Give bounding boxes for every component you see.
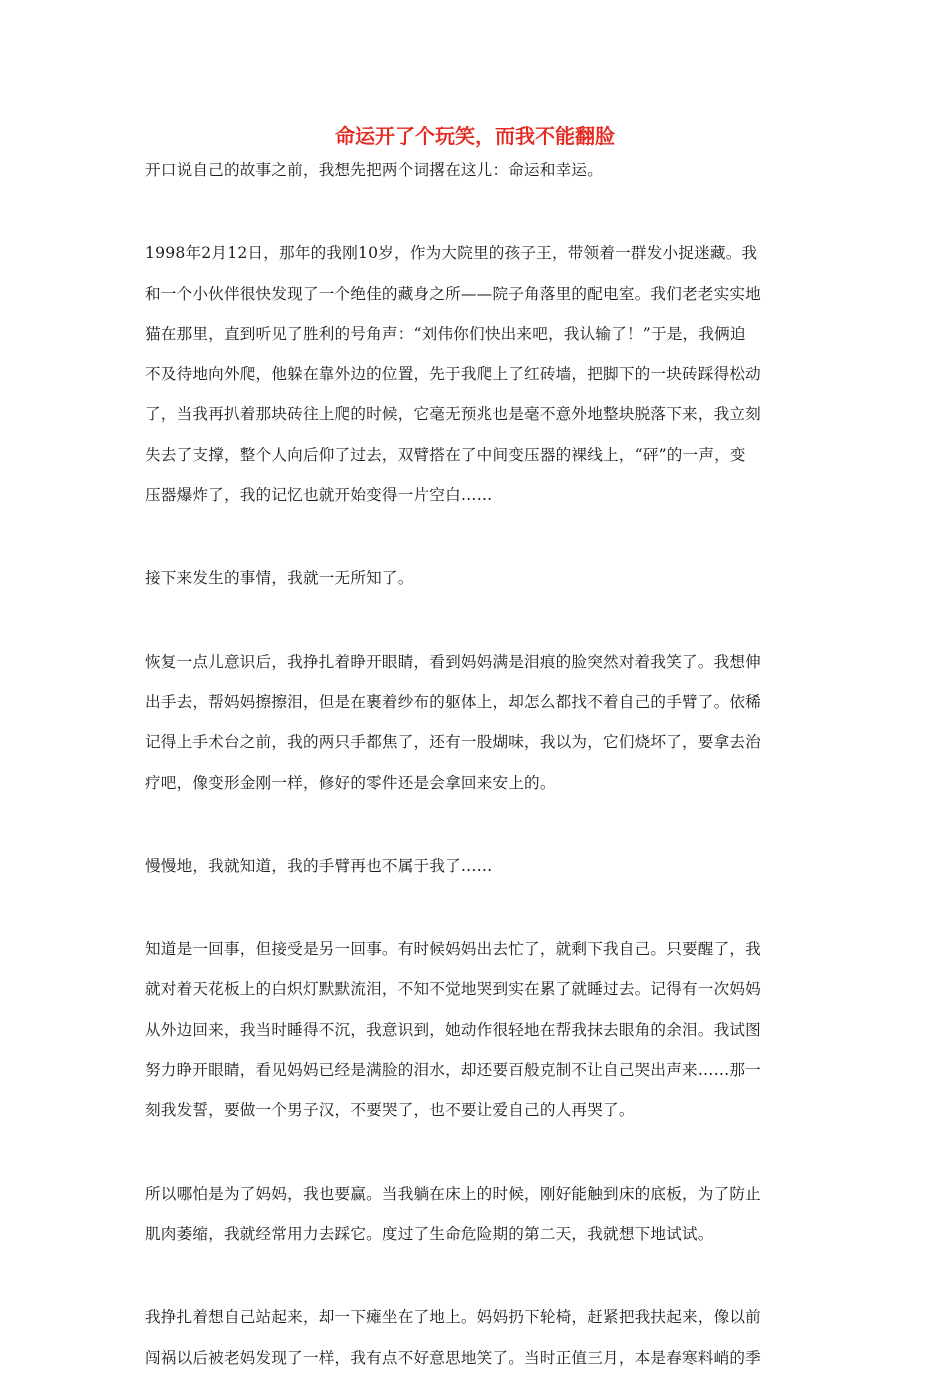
paragraph	[145, 233, 807, 515]
paragraph	[145, 1174, 807, 1255]
text-line: 所以哪怕是为了妈妈，我也要赢。当我躺在床上的时候，刚好能触到床的底板，为了防止	[145, 1184, 761, 1203]
paragraph	[145, 558, 807, 598]
paragraph	[145, 929, 807, 1130]
text-line: 失去了支撑，整个人向后仰了过去，双臂搭在了中间变压器的裸线上，“砰”的一声，变	[145, 445, 746, 464]
paragraph	[145, 846, 807, 886]
text-line: 开口说自己的故事之前，我想先把两个词撂在这儿：命运和幸运。	[145, 161, 604, 179]
text-line: 恢复一点儿意识后，我挣扎着睁开眼睛，看到妈妈满是泪痕的脸突然对着我笑了。我想伸	[145, 652, 761, 671]
text-line: 和一个小伙伴很快发现了一个绝佳的藏身之所——院子角落里的配电室。我们老老实实地	[145, 284, 761, 303]
text-line: 接下来发生的事情，我就一无所知了。	[145, 569, 414, 588]
text-line: 猫在那里，直到听见了胜利的号角声：“刘伟你们快出来吧，我认输了！”于是，我俩迫	[145, 324, 746, 343]
text-line: 慢慢地，我就知道，我的手臂再也不属于我了……	[145, 856, 493, 875]
text-line: 了，当我再扒着那块砖往上爬的时候，它毫无预兆也是毫不意外地整块脱落下来，我立刻	[145, 405, 761, 424]
paragraph	[145, 150, 807, 190]
text-line: 努力睁开眼睛，看见妈妈已经是满脸的泪水，却还要百般克制不让自己哭出声来……那一	[145, 1061, 761, 1080]
text-line: 出手去，帮妈妈擦擦泪，但是在裹着纱布的躯体上，却怎么都找不着自己的手臂了。依稀	[145, 692, 761, 711]
text-line: 记得上手术台之前，我的两只手都焦了，还有一股煳味，我以为，它们烧坏了，要拿去治	[145, 733, 761, 752]
text-line: 不及待地向外爬，他躲在靠外边的位置，先于我爬上了红砖墙，把脚下的一块砖踩得松动	[145, 365, 761, 384]
text-line: 闯祸以后被老妈发现了一样，我有点不好意思地笑了。当时正值三月，本是春寒料峭的季	[145, 1348, 761, 1367]
text-line: 疗吧，像变形金刚一样，修好的零件还是会拿回来安上的。	[145, 773, 556, 792]
text-line: 知道是一回事，但接受是另一回事。有时候妈妈出去忙了，就剩下我自己。只要醒了，我	[145, 940, 761, 959]
paragraph	[145, 642, 807, 803]
text-line: 从外边回来，我当时睡得不沉，我意识到，她动作很轻地在帮我抹去眼角的余泪。我试图	[145, 1020, 761, 1039]
document-title: 命运开了个玩笑，而我不能翻脸	[335, 124, 615, 148]
text-line: 就对着天花板上的白炽灯默默流泪，不知不觉地哭到实在累了就睡过去。记得有一次妈妈	[145, 980, 761, 999]
document-body	[145, 150, 807, 1378]
text-line: 1998年2月12日，那年的我刚10岁，作为大院里的孩子王，带领着一群发小捉迷藏。我	[145, 244, 758, 263]
paragraph	[145, 1297, 807, 1378]
text-line: 我挣扎着想自己站起来，却一下瘫坐在了地上。妈妈扔下轮椅，赶紧把我扶起来，像以前	[145, 1308, 761, 1327]
text-line: 肌肉萎缩，我就经常用力去踩它。度过了生命危险期的第二天，我就想下地试试。	[145, 1224, 714, 1243]
text-line: 压器爆炸了，我的记忆也就开始变得一片空白……	[145, 486, 493, 505]
text-line: 刻我发誓，要做一个男子汉，不要哭了，也不要让爱自己的人再哭了。	[145, 1101, 635, 1120]
